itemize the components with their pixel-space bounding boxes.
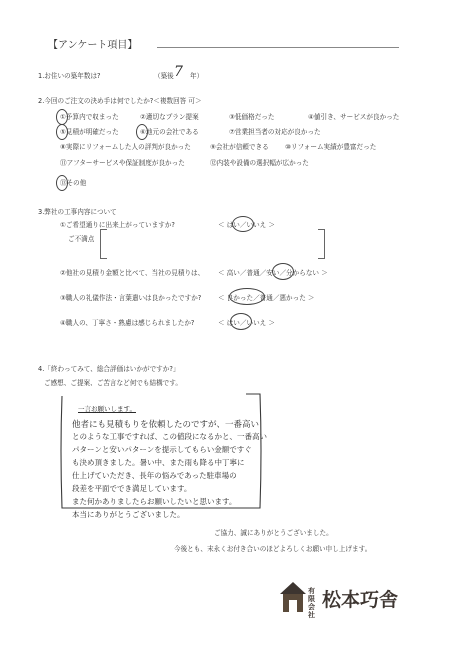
page-title: 【アンケート項目】 [48,40,138,51]
comment-line-8: また何かありましたらお願いしたいと思います。 [72,497,237,506]
comment-line-9: 本当にありがとうございました。 [72,510,185,519]
q3-sub1: ①ご希望通りに出来上がっていますか? [60,221,175,229]
company-logo [278,580,408,620]
q3-sub2: ②他社の見積り金額と比べて、当社の見積りは、 [60,269,205,277]
house-logo-icon [278,580,308,616]
comment-line-5: も決め頂きました。暑い中、また雨も降る中丁寧に [72,458,245,467]
q1-answer-open: （築後 [154,72,174,80]
selection-circle-13 [56,175,68,191]
comment-line-7: 段差を平面ででき満足しています。 [72,484,192,493]
q3-heading: 3.弊社の工事内容について [38,208,117,216]
q2-option-2: ②適切なプラン提案 [140,113,199,121]
q3-sub4-choice: ＜ はい／いいえ ＞ [218,319,275,327]
comment-line-2: 他者にも見積もりを依頼したのですが、一番高い [72,420,260,430]
comment-line-4: パターンと安いパターンを提示してもらい金額ですぐ [72,445,252,454]
selection-circle-hai-2 [230,313,252,330]
q3-sub4: ④職人の、丁寧さ・熟慮は感じられましたか? [60,319,195,327]
q3-sub3-choice: ＜ 良かった／普通／悪かった ＞ [218,294,315,302]
q3-note-label: ご不満点 [68,235,95,243]
selection-circle-yasui [272,263,294,280]
q2-option-3: ③低価格だった [229,113,275,121]
q2-label: 2.今回のご注文の決め手は何でしたか?＜複数回答 可＞ [38,97,202,105]
q2-option-4: ④値引き、サービスが良かった [308,113,400,121]
q4-heading: 4.「終わってみて、総合評価はいかがですか?」 [38,365,180,373]
selection-circle-1 [56,109,68,125]
logo-name: 松本巧舎 [322,589,399,611]
q2-option-6: ⑥地元の会社である [140,128,199,136]
q1-answer-value: 7 [174,64,183,80]
title-underline [157,47,399,48]
closing-line-2: 今後とも、末永くお付き合いのほどよろしくお願い申し上げます。 [174,545,372,553]
q2-option-10: ⑩リフォーム実績が豊富だった [285,143,377,151]
q1-label: 1.お住いの築年数は? [38,72,101,80]
q2-option-8: ⑧実際にリフォームした人の評判が良かった [60,143,191,151]
q1-answer-close: 年） [190,72,204,80]
q3-sub3: ③職人の礼儀作法・言葉遣いは良かったですか? [60,294,202,302]
q3-sub2-choice: ＜ 高い／普通／安い／分からない ＞ [218,269,328,277]
q2-option-7: ⑦営業担当者の対応が良かった [229,128,321,136]
q4-subheading: ご感想、ご提案、ご苦言など何でも結構です。 [44,379,182,387]
q3-sub1-choice: ＜ はい／いいえ ＞ [218,221,275,229]
comment-line-3: とのような工事ですれば、この値段になるかと、一番高い [72,432,267,441]
selection-circle-yokatta [229,288,265,305]
note-bracket-left [100,229,107,259]
selection-circle-hai-1 [232,216,254,232]
closing-line-1: ご協力、誠にありがとうございました。 [214,529,333,537]
q2-option-11: ⑪アフターサービスや保証制度が良かった [60,159,185,167]
selection-circle-5 [56,124,68,140]
comment-line-6: 仕上げていただき、長年の悩みであった駐車場の [72,471,237,480]
q2-option-5: ⑤見積が明確だった [60,128,119,136]
selection-circle-6 [136,124,148,140]
q2-option-9: ⑨会社が信頼できる [210,143,269,151]
logo-small-text: 有限会社 [308,587,315,619]
note-bracket-right [318,229,325,259]
q2-option-12: ⑫内装や設備の選択幅が広かった [210,159,309,167]
comment-line-1: 一言お願いします。 [78,405,136,413]
q2-option-1: ①予算内で収まった [60,113,119,121]
q2-option-13: ⑬その他 [60,179,87,187]
